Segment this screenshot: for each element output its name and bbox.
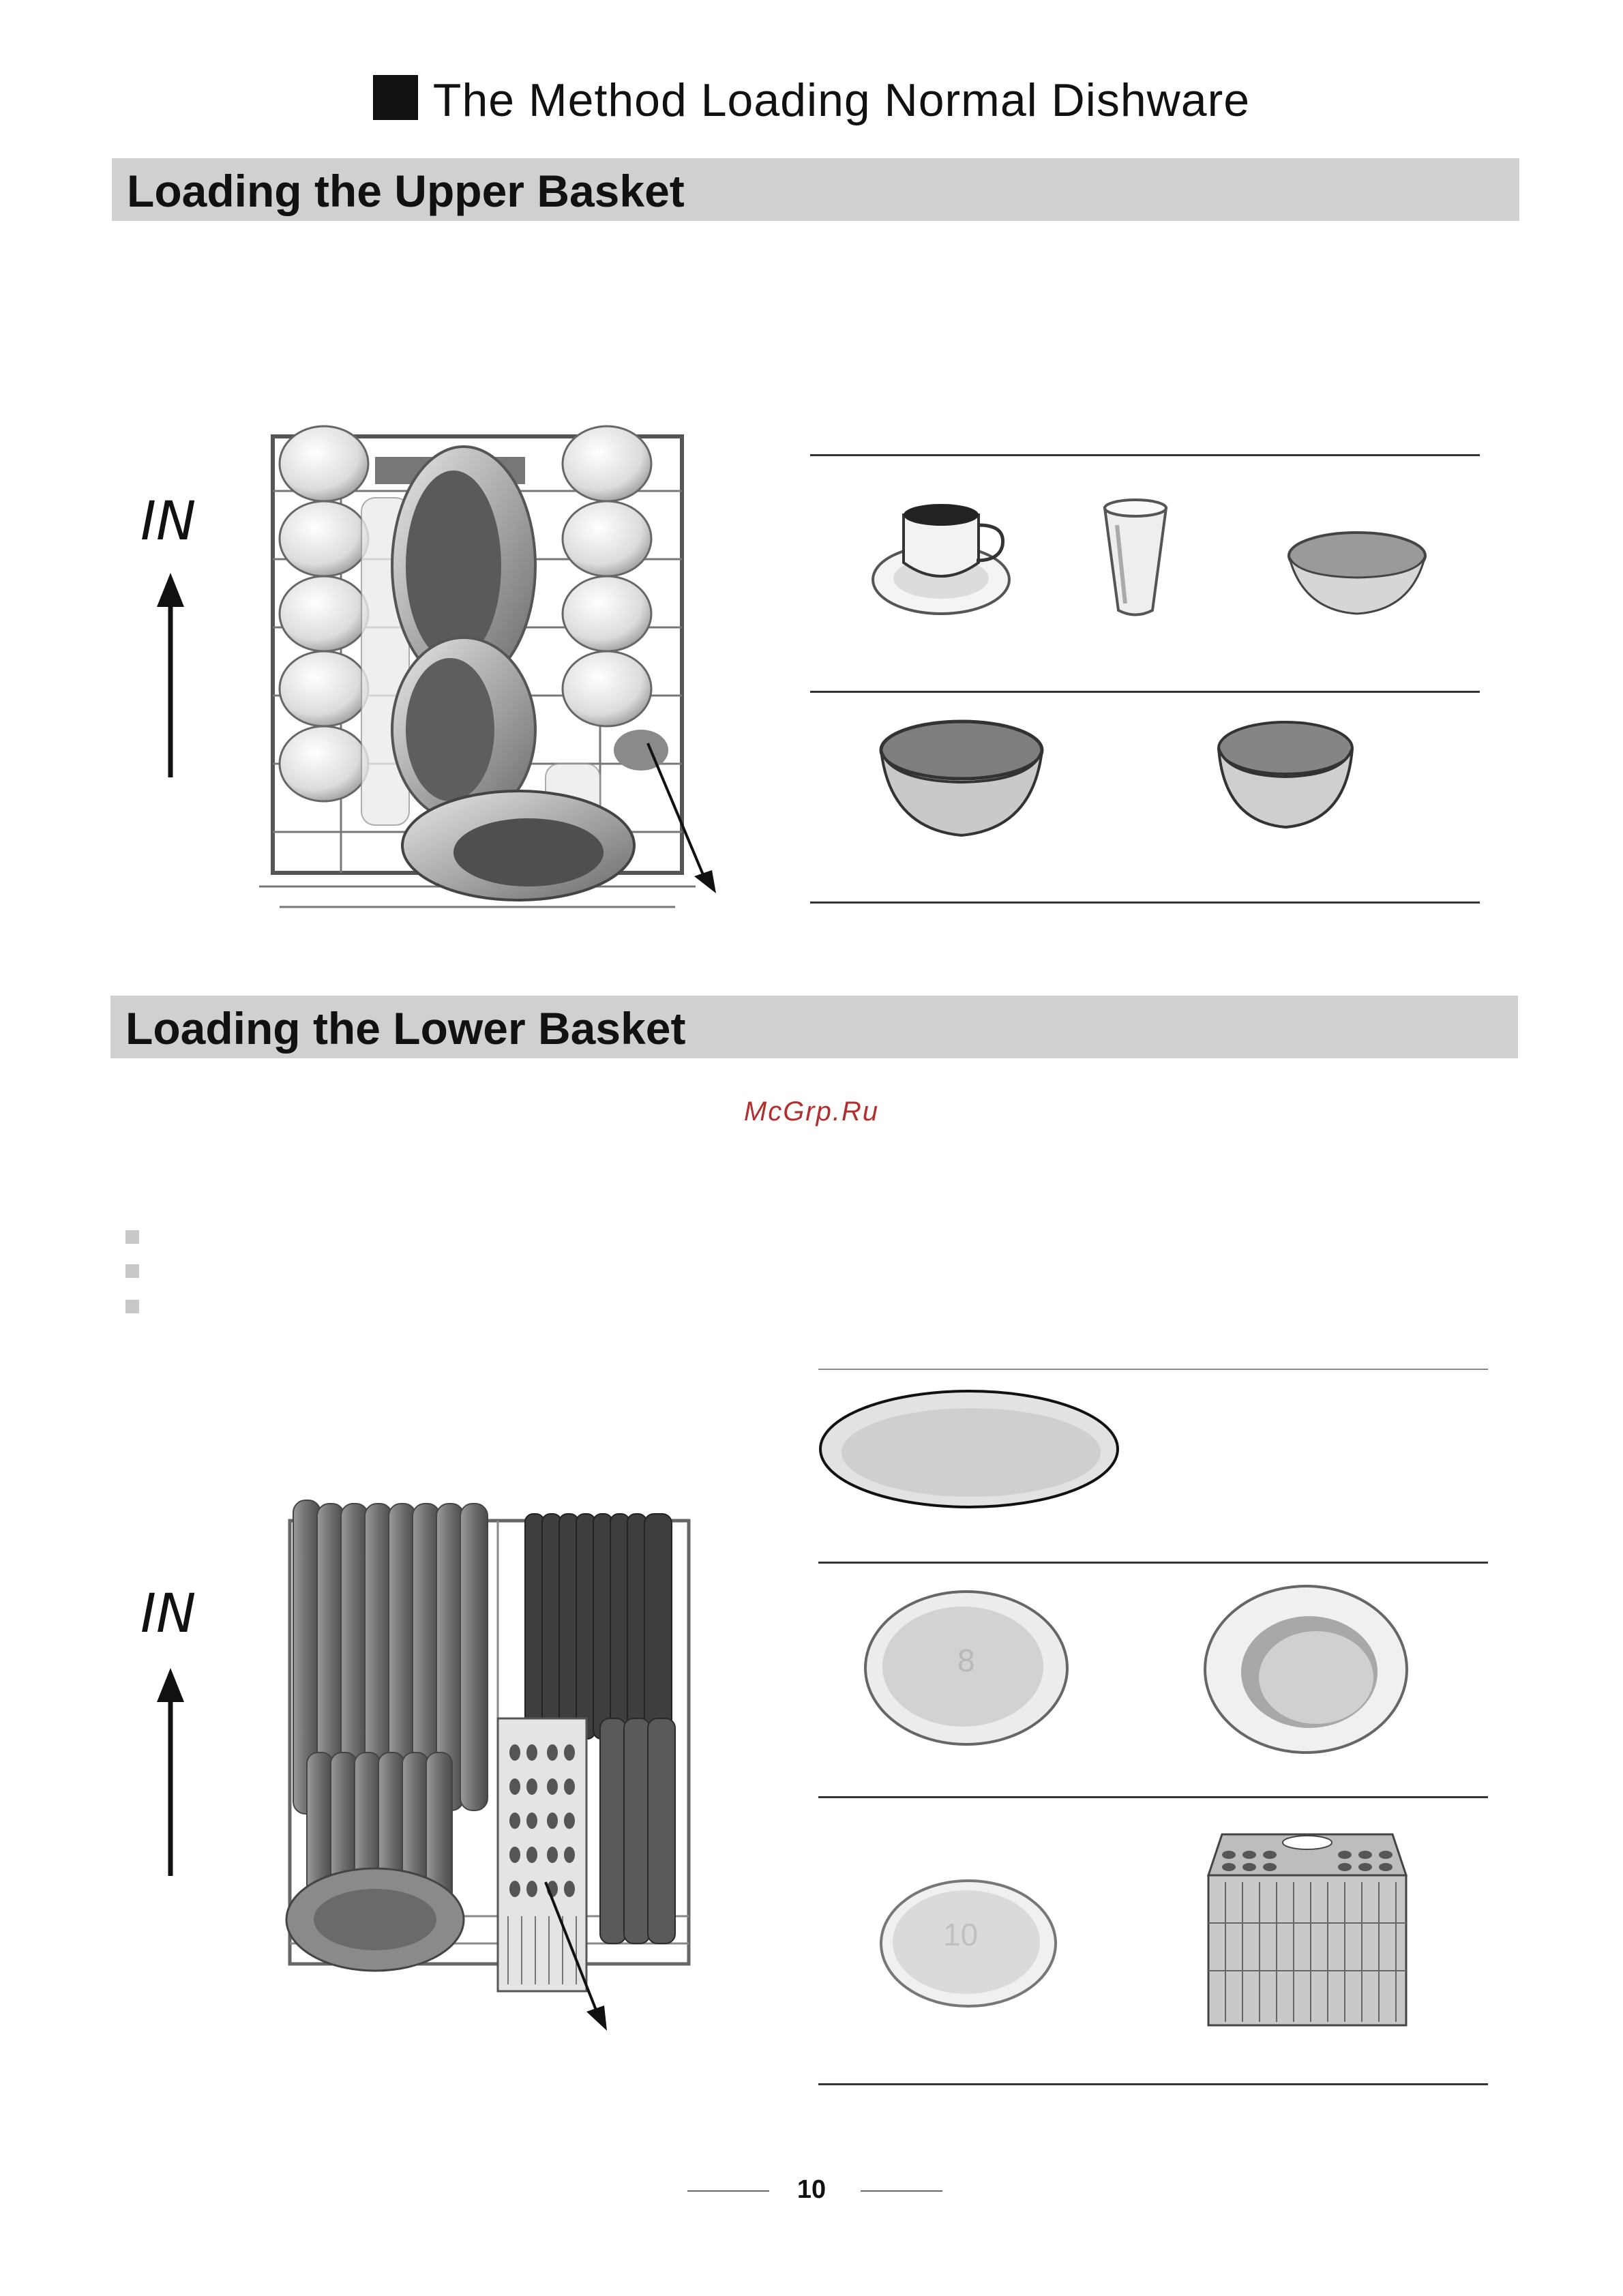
lower-in-label: IN xyxy=(140,1583,196,1645)
page-number: 10 xyxy=(796,2175,827,2204)
upper-basket-heading-band xyxy=(112,158,1519,221)
bullet-marker-3 xyxy=(125,1300,139,1313)
plate-number-8: 8 xyxy=(957,1643,975,1678)
lower-in-arrow-icon xyxy=(150,1668,191,1879)
lower-table-bottom-rule xyxy=(818,2083,1488,2085)
upper-pointer-arrow-icon xyxy=(641,736,723,900)
upper-table-top-rule xyxy=(810,454,1480,456)
upper-basket-heading: Loading the Upper Basket xyxy=(127,166,685,216)
page-title-text: The Method Loading Normal Dishware xyxy=(432,74,1251,126)
lower-basket-heading-band xyxy=(110,996,1518,1058)
lower-table-rule-2 xyxy=(818,1562,1488,1564)
watermark-text: McGrp.Ru xyxy=(743,1097,880,1127)
cup-and-saucer-icon xyxy=(873,498,1023,621)
upper-in-label: IN xyxy=(140,491,196,552)
lower-basket-illustration xyxy=(280,1493,696,2012)
large-bowl-icon xyxy=(876,719,1047,842)
title-square-icon xyxy=(373,75,418,120)
upper-in-arrow-icon xyxy=(150,573,191,784)
lower-pointer-arrow-icon xyxy=(539,1875,621,2039)
bullet-marker-1 xyxy=(125,1230,139,1244)
soup-plate-icon xyxy=(1200,1581,1412,1758)
plate-number-10: 10 xyxy=(943,1917,979,1952)
upper-table-middle-rule xyxy=(810,691,1480,693)
medium-bowl-icon xyxy=(1214,719,1357,835)
oval-platter-icon xyxy=(816,1384,1122,1514)
lower-table-top-rule xyxy=(818,1369,1488,1370)
page-title xyxy=(0,74,1623,127)
lower-basket-heading: Loading the Lower Basket xyxy=(125,1003,686,1054)
small-bowl-icon xyxy=(1282,528,1432,617)
bullet-marker-2 xyxy=(125,1264,139,1278)
footer-rule-right xyxy=(861,2190,942,2192)
upper-table-bottom-rule xyxy=(810,901,1480,904)
drinking-glass-icon xyxy=(1098,498,1173,621)
lower-table-rule-3 xyxy=(818,1796,1488,1798)
cutlery-basket-icon xyxy=(1195,1828,1420,2032)
